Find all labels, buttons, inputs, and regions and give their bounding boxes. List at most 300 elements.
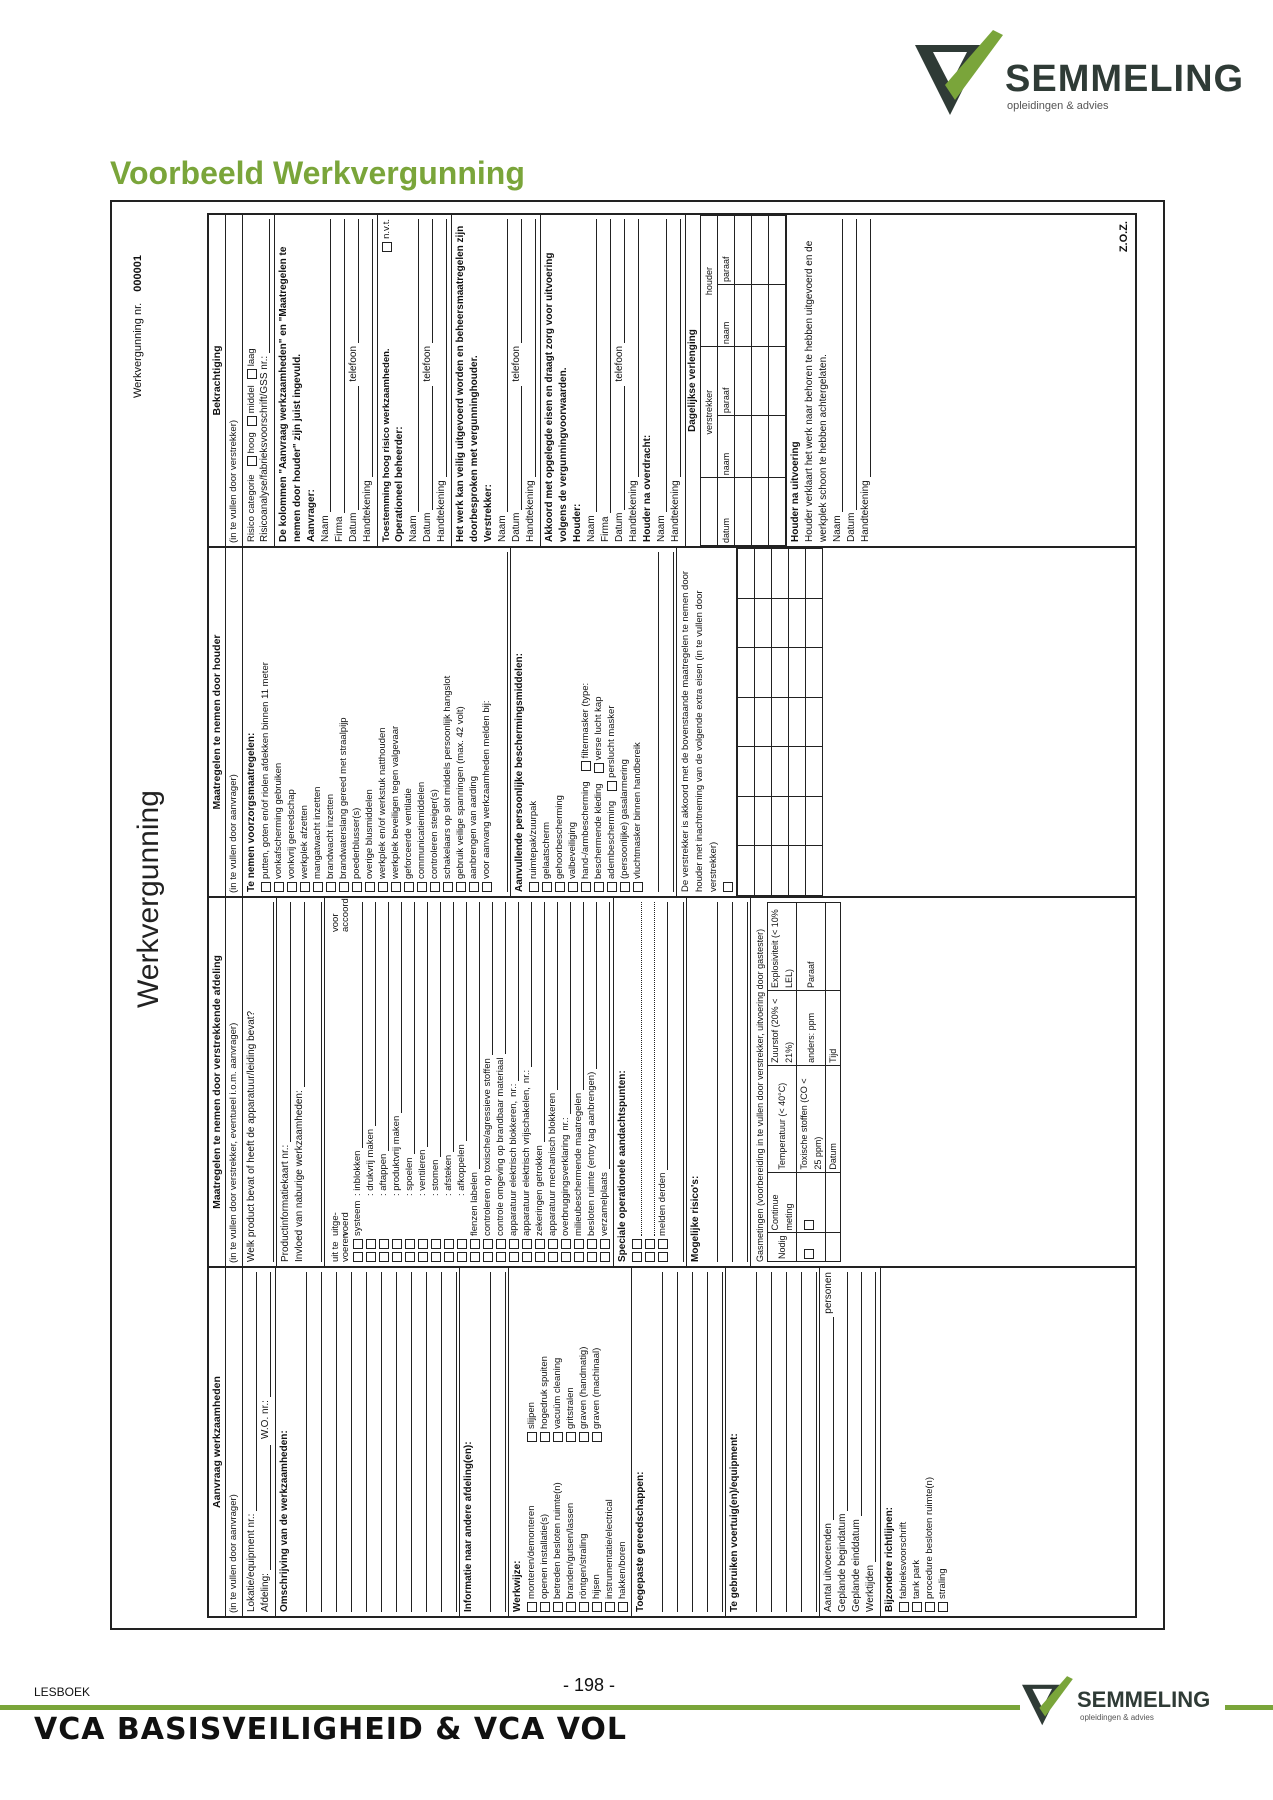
werkwijze-item: openen installatie(s) (538, 1513, 550, 1599)
checkbox[interactable] (607, 781, 617, 791)
checkbox[interactable] (391, 882, 401, 892)
verstrekker-item: apparatuur mechanisch blokkeren (546, 1092, 558, 1236)
werktijden-label: Werktijden (865, 1564, 876, 1612)
checkbox[interactable] (405, 1239, 415, 1249)
adem-item: filtermasker (type: (579, 682, 591, 759)
systeem-item: : ventileren (416, 1149, 428, 1196)
datum-field[interactable] (423, 386, 433, 510)
telefoon-label: telefoon (422, 345, 433, 382)
nr-label: nr.: (507, 1083, 519, 1097)
systeem-item: : inblokken (351, 1150, 363, 1196)
logo-tagline: opleidingen & advies (1080, 1713, 1154, 1722)
gas-row: Explosiviteit (< 10% LEL) (768, 903, 797, 991)
footer-divider (1225, 1705, 1273, 1710)
handtekening-field[interactable] (629, 219, 639, 477)
verstrekker-item: zekeringen getrokken (533, 1145, 545, 1236)
afdeling-label: Afdeling: (260, 1573, 271, 1612)
page-number: - 198 - (563, 1675, 616, 1695)
speciale-label: Speciale operationele aandachtspunten: (617, 1070, 628, 1262)
checkbox[interactable] (457, 1239, 467, 1249)
houder-item: werkplek beveiligen tegen valgevaar (389, 725, 401, 879)
checkbox[interactable] (366, 1239, 376, 1249)
invloed-label: Invloed van naburige werkzaamheden: (294, 1090, 305, 1262)
checkbox[interactable] (483, 1252, 493, 1262)
checkbox[interactable] (592, 1432, 602, 1442)
permit-number-label: Werkvergunning nr. (132, 302, 144, 398)
logo-tagline: opleidingen & advies (1007, 100, 1109, 112)
checkbox[interactable] (535, 1252, 545, 1262)
checkbox[interactable] (405, 1252, 415, 1262)
gas-col-tijd: Tijd (826, 991, 841, 1066)
dag-col: paraaf (718, 347, 735, 416)
gas-item: (persoonlijke) gasalarmering (618, 759, 630, 879)
houder-item: aanbrengen van aarding (467, 775, 479, 879)
page-title: Voorbeeld Werkvergunning (110, 155, 525, 191)
gas-paraaf: Paraaf (797, 903, 826, 991)
checkbox[interactable] (482, 882, 492, 892)
col-bekrachtiging (209, 215, 1135, 546)
houder-label: Houder: (572, 503, 583, 542)
houder-item: werkplek en/of werkstuk natthouden (376, 727, 388, 879)
risico-hoog: hoog (245, 432, 257, 454)
datum-label: Datum (422, 512, 433, 542)
col-bekrachtiging-header: Bekrachtiging (209, 215, 226, 546)
begindatum-field[interactable] (838, 1272, 848, 1511)
checkbox[interactable] (365, 882, 375, 892)
datum-label: Datum (348, 512, 359, 542)
checkbox[interactable] (600, 1239, 610, 1249)
telefoon-label: telefoon (614, 345, 625, 382)
checkbox[interactable] (469, 882, 479, 892)
systeem-item: : afkoppelen (455, 1144, 467, 1196)
checkbox[interactable] (579, 1432, 589, 1442)
werkwijze-item: branden/gutsen/lassen (564, 1502, 576, 1599)
werkwijze-item: graven (machinaal) (590, 1347, 602, 1429)
form-title: Werkvergunning (132, 790, 165, 1008)
akkoord-extra-eisen: De verstrekker is akkoord met de bovenstaande maatregelen te nemen door houder met inachtneming van de volgende extra eisen (in te vullen door verstrekker) (680, 570, 719, 892)
checkbox[interactable] (261, 882, 271, 892)
permit-form-image (110, 200, 1165, 1630)
form-grid (207, 213, 1137, 1618)
checkbox[interactable] (555, 882, 565, 892)
houder-item: poederblusser(s) (350, 807, 362, 879)
risico-middel: middel (245, 385, 257, 414)
checkbox[interactable] (607, 882, 617, 892)
checkbox[interactable] (535, 1239, 545, 1249)
verstrekker-item: controle omgeving op brandbaar materiaal (494, 1057, 506, 1236)
verstrekker-item: apparatuur elektrisch vrijschakelen, (520, 1087, 532, 1236)
checkbox[interactable] (527, 1432, 537, 1442)
systeem-item: : produktvrij maken (390, 1115, 402, 1196)
checkbox[interactable] (633, 882, 643, 892)
adem-item: perslucht masker (605, 705, 617, 778)
houder-item: brandwacht inzetten (324, 793, 336, 879)
einddatum-field[interactable] (852, 1272, 862, 1516)
firma-field[interactable] (601, 219, 611, 513)
pbm-item: adembescherming (605, 800, 617, 879)
telefoon-field[interactable] (349, 219, 359, 343)
verstrekker-item: controleren op toxische/agressieve stoffen (481, 1058, 493, 1236)
invloed-field[interactable] (295, 902, 305, 1087)
handtekening-label: Handtekening (628, 480, 639, 542)
col-aanvraag-header: Aanvraag werkzaamheden (209, 1268, 226, 1616)
werkwijze-item: monteren/demonteren (525, 1505, 537, 1599)
systeem-item: : spoelen (403, 1157, 415, 1196)
checkbox[interactable] (594, 763, 604, 773)
dag-col: datum (718, 478, 735, 546)
checkbox[interactable] (444, 1252, 454, 1262)
akkoord-text: Akkoord met opgelegde eisen en draagt zorg voor uitvoering volgens de vergunningvoorwaarden. (544, 252, 569, 542)
checkbox[interactable] (522, 1252, 532, 1262)
checkbox[interactable] (658, 1239, 668, 1249)
naam-field[interactable] (321, 219, 331, 512)
checkbox[interactable] (353, 1239, 363, 1249)
col-houder (209, 546, 1135, 896)
checkbox[interactable] (457, 1252, 467, 1262)
checkbox[interactable] (313, 882, 323, 892)
telefoon-field[interactable] (423, 219, 433, 343)
col-voor-header: voor accoord (330, 898, 351, 932)
nr-label: nr.: (559, 1117, 571, 1131)
handtekening-label: Handtekening (362, 480, 373, 542)
verklaart-text: Houder verklaart het werk naar behoren te hebben uitgevoerd en de werkplek schoon te hebben achtergelaten. (804, 240, 829, 542)
richtlijn-item: procedure besloten ruimte(n) (923, 1477, 935, 1599)
checkbox[interactable] (723, 882, 733, 892)
telefoon-label: telefoon (511, 345, 522, 382)
houder-item: controleren steiger(s) (428, 789, 440, 879)
checkbox[interactable] (274, 882, 284, 892)
dag-col: naam (718, 284, 735, 346)
productinfo-field[interactable] (281, 902, 291, 1142)
checkbox[interactable] (509, 1239, 519, 1249)
permit-number (132, 255, 144, 398)
werkwijze-item: slijpen (525, 1402, 537, 1429)
kolommen-text: De kolommen "Aanvraag werkzaamheden" en "Maatregelen te nemen door houder" zijn juist ingevuld. (278, 246, 303, 542)
gasmeting-table (767, 902, 841, 1262)
checkbox-hoog[interactable] (247, 456, 257, 466)
checkbox[interactable] (804, 1220, 814, 1230)
overdracht-label: Houder na overdracht: (642, 434, 653, 542)
verstrekker-label: Verstrekker: (483, 484, 494, 542)
verstrekker-item: apparatuur elektrisch blokkeren, (507, 1100, 519, 1236)
checkbox[interactable] (938, 1602, 948, 1612)
book-title: VCA BASISVEILIGHEID & VCA VOL (34, 1712, 628, 1747)
col-aanvraag-sub: (in te vullen door aanvrager) (226, 1268, 243, 1616)
telefoon-label: telefoon (348, 345, 359, 382)
checkbox[interactable] (618, 1602, 628, 1612)
zoz-label: Z.O.Z. (1118, 221, 1130, 253)
checkbox[interactable] (339, 882, 349, 892)
houder-item: putten, goten en/of riolen afdekken binnen 11 meter (259, 662, 271, 879)
checkbox[interactable] (561, 1239, 571, 1249)
col-verstrekkende (209, 896, 1135, 1266)
aanvrager-label: Aanvrager: (306, 489, 317, 542)
checkbox[interactable] (566, 1432, 576, 1442)
informatie-label: Informatie naar andere afdeling(en): (463, 1441, 474, 1612)
checkbox[interactable] (326, 882, 336, 892)
col-verstrekkende-sub: (in te vullen door verstrekker, eventueel i.o.m. aanvrager) (226, 898, 243, 1266)
risicos-label: Mogelijke risico's: (690, 1175, 701, 1262)
afdeling-field[interactable] (261, 1445, 271, 1570)
systeem-item: : aftappen (377, 1153, 389, 1196)
naam-field[interactable] (498, 219, 508, 512)
checkbox[interactable] (587, 1252, 597, 1262)
checkbox[interactable] (540, 1432, 550, 1442)
datum-label: Datum (511, 512, 522, 542)
risico-label: Risico categorie (245, 474, 257, 542)
checkbox[interactable] (581, 761, 591, 771)
gasmeting-header: Gasmetingen (voorbereiding in te vullen door verstrekker, uitvoering door gastester) (755, 928, 765, 1262)
naam-label: Naam (320, 515, 331, 542)
datum-field[interactable] (847, 219, 857, 510)
checkbox[interactable] (470, 1239, 480, 1249)
dag-col: paraaf (718, 216, 735, 285)
gas-item: vluchtmasker binnen handbereik (631, 742, 643, 879)
checkbox[interactable] (581, 882, 591, 892)
checkbox[interactable] (392, 1252, 402, 1262)
checkbox[interactable] (418, 1252, 428, 1262)
verlenging-table (700, 215, 786, 546)
dag-col: naam (718, 416, 735, 478)
richtlijn-item: fabrieksvoorschrift (897, 1521, 909, 1599)
pbm-item: gehoorbescherming (553, 795, 565, 879)
werkwijze-item: hijsen (590, 1574, 602, 1599)
checkbox[interactable] (522, 1239, 532, 1249)
systeem-item: : drukvrij maken (364, 1128, 376, 1196)
risicoanalyse-field[interactable] (260, 219, 270, 353)
checkbox[interactable] (632, 1239, 642, 1249)
checkbox[interactable] (404, 882, 414, 892)
checkbox-laag[interactable] (247, 369, 257, 379)
toegepaste-label: Toegepaste gereedschappen: (635, 1471, 646, 1612)
systeem-item: : afsteken (442, 1154, 454, 1196)
houder-item: communicatiemiddelen (415, 781, 427, 879)
checkbox[interactable] (470, 1252, 480, 1262)
dagelijkse-verlenging-label: Dagelijkse verlenging (687, 329, 698, 432)
pbm-item: hand-/armbescherming (579, 781, 591, 879)
dag-houder: houder (701, 216, 718, 347)
werktijden-field[interactable] (866, 1272, 876, 1562)
handtekening-field[interactable] (861, 219, 871, 477)
verstrekker-item: flenzen labelen (468, 1172, 480, 1236)
naam-field[interactable] (833, 219, 843, 512)
checkbox[interactable] (645, 1252, 655, 1262)
handtekening-label: Handtekening (860, 480, 871, 542)
operationeel-label: Operationeel beheerder: (394, 426, 405, 542)
aanvullende-label: Aanvullende persoonlijke beschermingsmiddelen: (514, 653, 525, 892)
verstrekker-item: besloten ruimte (entry tag aanbrengen) (585, 1071, 597, 1236)
checkbox[interactable] (574, 1239, 584, 1249)
werkwijze-item: röntgen/straling (577, 1533, 589, 1599)
naam-label: Naam (586, 515, 597, 542)
checkbox[interactable] (300, 882, 310, 892)
checkbox[interactable] (548, 1239, 558, 1249)
handtekening-label: Handtekening (525, 480, 536, 542)
werkwijze-item: gritstralen (564, 1387, 576, 1429)
checkbox[interactable] (379, 1252, 389, 1262)
checkbox[interactable] (658, 1252, 668, 1262)
aantal-field[interactable] (824, 1317, 834, 1520)
werkwijze-item: instrumentatie/electrical (603, 1499, 615, 1599)
pbm-item: beschermende kleding (592, 783, 604, 879)
checkbox[interactable] (804, 1249, 814, 1259)
nvt-label: n.v.t. (380, 219, 392, 239)
checkbox[interactable] (553, 1432, 563, 1442)
telefoon-field[interactable] (512, 219, 522, 343)
checkbox[interactable] (529, 882, 539, 892)
checkbox[interactable] (587, 1239, 597, 1249)
gas-grid (737, 548, 823, 896)
checkbox[interactable] (379, 1239, 389, 1249)
gas-col-datum: Datum (826, 1065, 841, 1172)
checkbox[interactable] (899, 1602, 909, 1612)
veilig-text: Het werk kan veilig uitgevoerd worden en beheersmaatregelen zijn doorbesproken met vergunninghouder. (455, 225, 480, 542)
checkbox[interactable] (527, 1602, 537, 1612)
checkbox[interactable] (392, 1239, 402, 1249)
datum-field[interactable] (615, 386, 625, 510)
houder-item: brandwaterslang gereed met straalpijp (337, 717, 349, 879)
werkwijze-item: hakken/boren (616, 1541, 628, 1599)
verstrekker-item: overbruggingsverklaring (559, 1134, 571, 1236)
checkbox[interactable] (912, 1602, 922, 1612)
checkbox[interactable] (925, 1602, 935, 1612)
semmeling-v-icon (1022, 1675, 1074, 1735)
checkbox[interactable] (287, 882, 297, 892)
checkbox[interactable] (574, 1252, 584, 1262)
checkbox[interactable] (353, 1252, 363, 1262)
checkbox[interactable] (561, 1252, 571, 1262)
checkbox[interactable] (366, 1252, 376, 1262)
richtlijn-item: straling (936, 1568, 948, 1599)
adem-item: verse lucht kap (592, 696, 604, 761)
checkbox[interactable] (566, 1602, 576, 1612)
pbm-item: gelaatscherm (540, 821, 552, 879)
checkbox[interactable] (483, 1239, 493, 1249)
checkbox[interactable] (594, 882, 604, 892)
col-uit-header: uit te voeren (330, 1232, 351, 1262)
checkbox[interactable] (431, 1239, 441, 1249)
checkbox[interactable] (509, 1252, 519, 1262)
naam-label: Naam (656, 515, 667, 542)
gas-row: Toxische stoffen (CO < 25 ppm) (797, 1065, 826, 1172)
werkwijze-item: betreden besloten ruimte(n) (551, 1482, 563, 1599)
loc-field[interactable] (247, 1272, 257, 1511)
checkbox[interactable] (645, 1239, 655, 1249)
handtekening-field[interactable] (526, 219, 536, 477)
col-bekrachtiging-sub: (in te vullen door verstrekker) (226, 215, 243, 546)
voorzorg-label: Te nemen voorzorgsmaatregelen: (246, 732, 257, 892)
systeem-item: : stomen (429, 1159, 441, 1196)
telefoon-field[interactable] (615, 219, 625, 343)
naam-label: Naam (408, 515, 419, 542)
gas-col-nodig: Nodig (768, 1233, 797, 1262)
checkbox[interactable] (540, 1602, 550, 1612)
checkbox[interactable] (352, 882, 362, 892)
checkbox[interactable] (605, 1602, 615, 1612)
handtekening-field[interactable] (437, 219, 447, 477)
melden-label: melden derden (656, 1172, 668, 1236)
werkwijze-label: Werkwijze: (512, 1560, 523, 1612)
naam-field[interactable] (587, 219, 597, 512)
begindatum-label: Geplande begindatum (837, 1513, 848, 1612)
lesboek-label: LESBOEK (34, 1685, 91, 1699)
toestemming-label: Toestemming hoog risico werkzaamheden. (380, 348, 392, 542)
handtekening-field[interactable] (363, 219, 373, 477)
checkbox[interactable] (378, 882, 388, 892)
checkbox[interactable] (620, 882, 630, 892)
col-verstrekkende-header: Maatregelen te nemen door verstrekkende afdeling (209, 898, 226, 1266)
verstrekker-item: verzamelplaats (598, 1172, 610, 1236)
checkbox-middel[interactable] (247, 416, 257, 426)
checkbox[interactable] (418, 1239, 428, 1249)
werkwijze-item: vacuüm cleaning (551, 1357, 563, 1429)
checkbox[interactable] (579, 1602, 589, 1612)
logo-brand: SEMMELING (1005, 58, 1245, 100)
houder-item: vonkvrij gereedschap (285, 789, 297, 879)
aantal-label: Aantal uitvoerenden (823, 1523, 834, 1612)
firma-label: Firma (334, 516, 345, 542)
naam-field[interactable] (409, 219, 419, 512)
datum-field[interactable] (512, 386, 522, 510)
houder-item: voor aanvang werkzaamheden melden bij: (480, 700, 492, 879)
col-aanvraag (209, 1266, 1135, 1616)
checkbox[interactable] (431, 1252, 441, 1262)
personen-label: personen (823, 1272, 834, 1314)
risicoanalyse-label: Risicoanalyse/fabrieksvoorschrift/GSS nr.: (259, 355, 270, 542)
checkbox[interactable] (542, 882, 552, 892)
checkbox[interactable] (553, 1602, 563, 1612)
checkbox[interactable] (592, 1602, 602, 1612)
naam-label: Naam (832, 515, 843, 542)
firma-field[interactable] (335, 219, 345, 513)
gas-row: Temperatuur (< 40°C) (768, 1065, 797, 1172)
semmeling-v-icon (915, 30, 1005, 130)
verstrekker-item: milieubeschermende maatregelen (572, 1092, 584, 1236)
houder-item: schakelaars op slot middels persoonlijk hangslot (441, 675, 453, 879)
checkbox[interactable] (548, 1252, 558, 1262)
werkwijze-item: graven (handmatig) (577, 1346, 589, 1429)
handtekening-field[interactable] (671, 219, 681, 477)
datum-field[interactable] (349, 386, 359, 510)
checkbox[interactable] (456, 882, 466, 892)
uitvoering-label: Houder na uitvoering (790, 441, 801, 542)
checkbox[interactable] (496, 1252, 506, 1262)
checkbox[interactable] (417, 882, 427, 892)
productinfo-label: Productinformatiekaart nr.: (280, 1144, 291, 1262)
houder-item: mangatwacht inzetten (311, 786, 323, 879)
gas-row: anders: ppm (797, 991, 826, 1066)
loc-label: Lokatie/equipment nr.: (246, 1513, 257, 1612)
systeem-label: systeem (351, 1200, 363, 1236)
gas-row: Zuurstof (20% < 21%) (768, 991, 797, 1066)
checkbox[interactable] (600, 1252, 610, 1262)
handtekening-label: Handtekening (670, 480, 681, 542)
checkbox[interactable] (430, 882, 440, 892)
richtlijn-item: tank park (910, 1559, 922, 1599)
checkbox[interactable] (632, 1252, 642, 1262)
handtekening-label: Handtekening (436, 480, 447, 542)
naam-field[interactable] (657, 219, 667, 512)
checkbox[interactable] (568, 882, 578, 892)
wo-field[interactable] (261, 1272, 271, 1397)
checkbox[interactable] (496, 1239, 506, 1249)
datum-label: Datum (614, 512, 625, 542)
checkbox-nvt[interactable] (382, 242, 392, 252)
houder-item: gebruik veilige spanningen (max. 42 volt) (454, 706, 466, 879)
checkbox[interactable] (444, 1239, 454, 1249)
checkbox[interactable] (443, 882, 453, 892)
risico-laag: laag (245, 348, 257, 367)
